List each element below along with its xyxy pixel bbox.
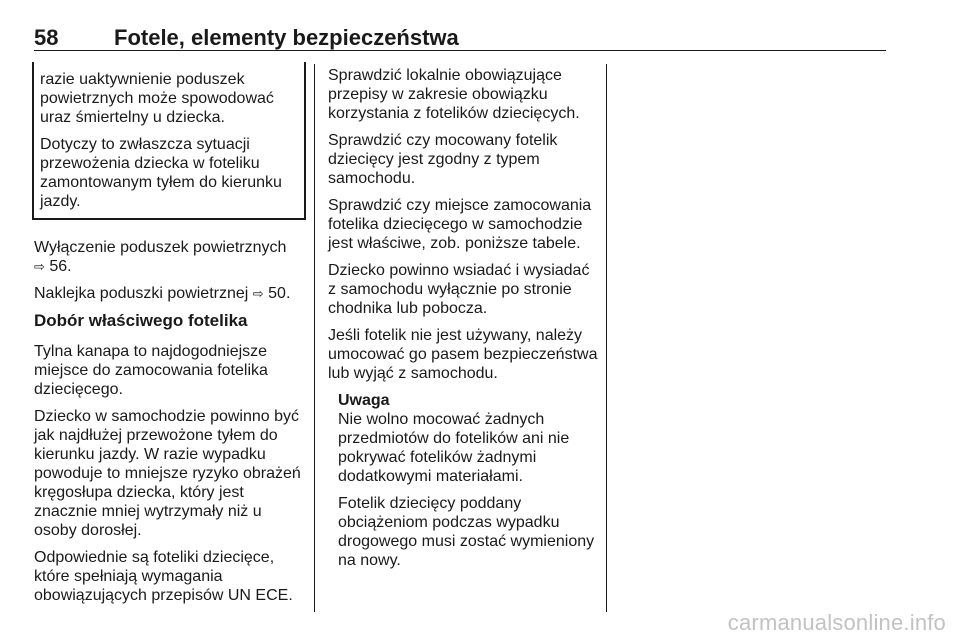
paragraph: Jeśli fotelik nie jest używany, należy umocować go pasem bezpieczeństwa lub wyjąć z samochodu. <box>328 327 598 382</box>
paragraph: Dziecko powinno wsiadać i wysiadać z samochodu wyłącznie po stronie chodnika lub pobocza. <box>328 262 590 317</box>
paragraph: Dziecko w samochodzie powinno być jak najdłużej przewożone tyłem do kierunku jazdy. W razie wypadku powoduje to mniejsze ryzyko obrażeń kręgosłupa dziecka, który jest znacznie mniej wytrzymały niż u osoby dorosłej. <box>34 408 301 539</box>
warning-box <box>32 62 306 220</box>
warning-text: Dotyczy to zwłaszcza sytuacji przewożenia dziecka w foteliku zamontowanym tyłem do kierunku jazdy. <box>40 136 282 210</box>
paragraph: Sprawdzić czy mocowany fotelik dziecięcy jest zgodny z typem samochodu. <box>328 132 558 187</box>
watermark: carmanualsonline.info <box>727 610 946 635</box>
column-divider-1 <box>314 64 315 612</box>
cross-reference-text: Naklejka poduszki powietrznej <box>34 285 249 302</box>
cross-reference-page[interactable]: 56. <box>49 258 72 275</box>
cross-reference <box>34 284 304 303</box>
note-title: Uwaga <box>338 392 390 409</box>
note-text: Nie wolno mocować żadnych przedmiotów do fotelików ani nie pokrywać fotelików żadnymi dodatkowymi materiałami. <box>338 411 570 485</box>
note-text: Fotelik dziecięcy poddany obciążeniom podczas wypadku drogowego musi zostać wymieniony na nowy. <box>338 495 595 569</box>
paragraph: Tylna kanapa to najdogodniejsze miejsce do zamocowania fotelika dziecięcego. <box>34 343 268 398</box>
page-number: 58 <box>34 25 59 50</box>
warning-text: razie uaktywnienie poduszek powietrznych może spowodować uraz śmiertelny u dziecka. <box>40 71 274 126</box>
section-heading: Dobór właściwego fotelika <box>34 311 248 330</box>
paragraph: Sprawdzić czy miejsce zamocowania fotelika dziecięcego w samochodzie jest właściwe, zob. poniższe tabele. <box>328 197 592 252</box>
paragraph: Odpowiednie są foteliki dziecięce, które spełniają wymagania obowiązujących przepisów UN ECE. <box>34 549 293 604</box>
page-title: Fotele, elementy bezpieczeństwa <box>114 25 459 50</box>
page-header <box>34 25 886 51</box>
cross-reference <box>34 238 304 276</box>
cross-reference-text: Wyłączenie poduszek powietrznych <box>34 239 287 256</box>
header-rule <box>34 50 886 51</box>
column-middle <box>328 66 598 578</box>
note-box <box>338 391 598 570</box>
cross-reference-page[interactable]: 50. <box>268 285 291 302</box>
paragraph: Sprawdzić lokalnie obowiązujące przepisy w zakresie obowiązku korzystania z fotelików dziecięcych. <box>328 67 580 122</box>
arrow-right-icon: ⇨ <box>252 286 264 301</box>
arrow-right-icon: ⇨ <box>34 259 45 274</box>
column-divider-2 <box>606 64 607 612</box>
column-left <box>34 66 304 613</box>
